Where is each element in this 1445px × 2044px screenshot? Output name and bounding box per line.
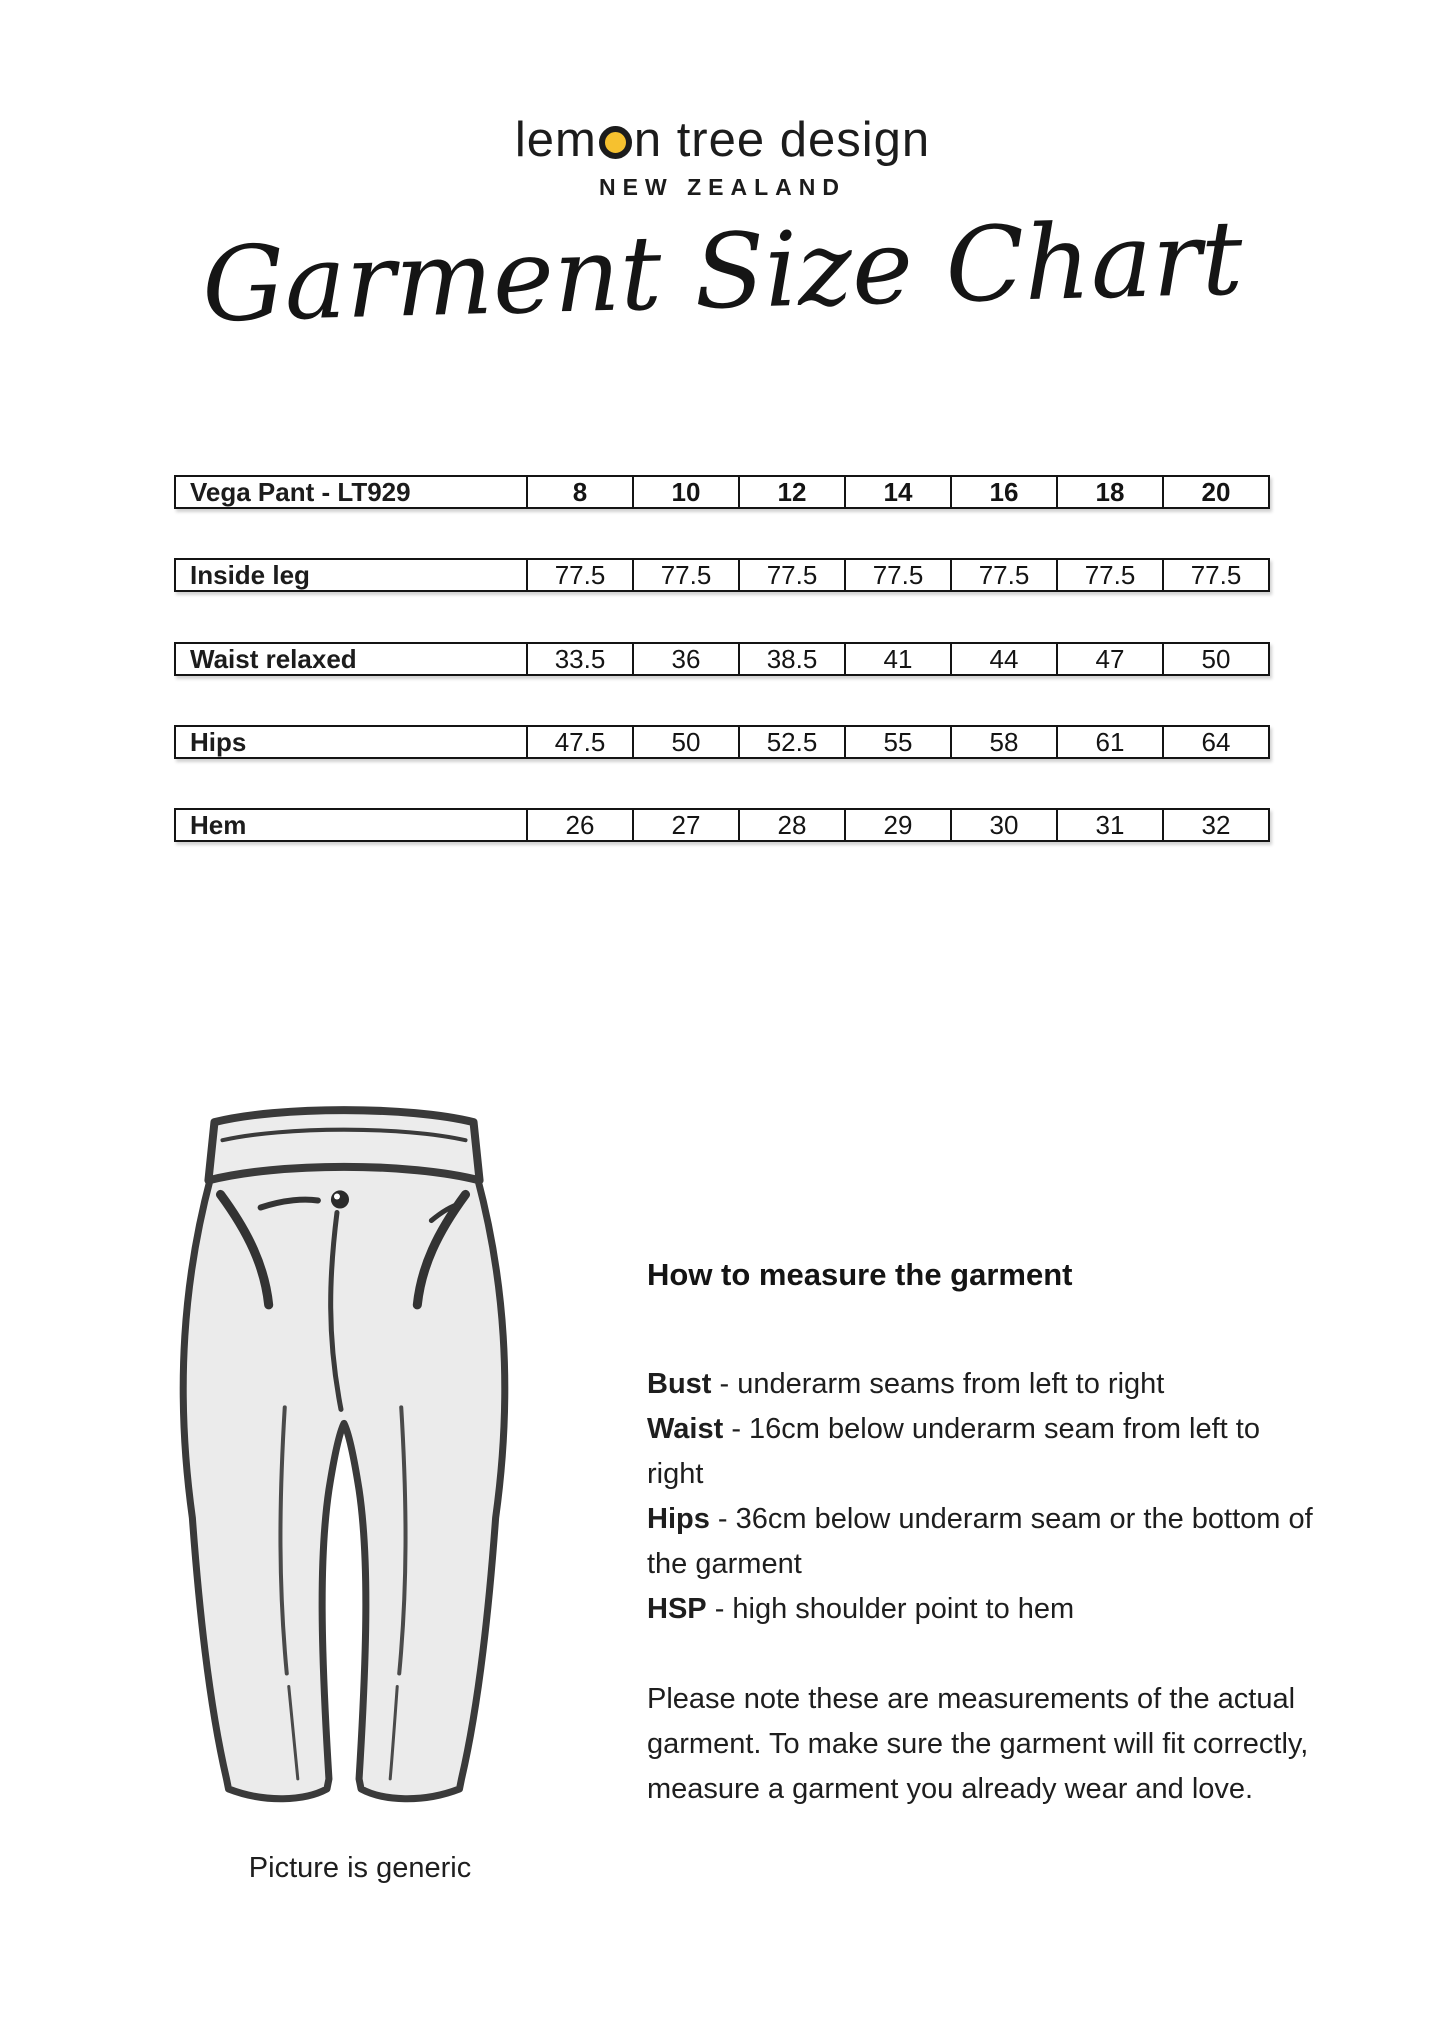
page-title: Garment Size Chart bbox=[200, 198, 1245, 346]
measurement-value: 36 bbox=[632, 644, 738, 674]
measurement-value: 33.5 bbox=[526, 644, 632, 674]
table-row bbox=[174, 808, 1270, 842]
measure-term: Hips bbox=[647, 1503, 710, 1535]
measurement-value: 44 bbox=[950, 644, 1056, 674]
table-row bbox=[174, 642, 1270, 676]
measure-term: Bust bbox=[647, 1368, 712, 1400]
measurement-value: 47 bbox=[1056, 644, 1162, 674]
measure-desc: - high shoulder point to hem bbox=[706, 1593, 1075, 1625]
measure-item bbox=[647, 1587, 1319, 1632]
product-name: Vega Pant - LT929 bbox=[190, 477, 411, 507]
measurement-value: 55 bbox=[844, 727, 950, 757]
illustration-caption: Picture is generic bbox=[248, 1852, 472, 1884]
measure-desc: - underarm seams from left to right bbox=[711, 1368, 1165, 1400]
brand-logo bbox=[0, 112, 1445, 201]
row-label: Hem bbox=[190, 810, 247, 840]
size-col-header: 8 bbox=[526, 477, 632, 507]
size-col-header: 12 bbox=[738, 477, 844, 507]
measurement-value: 26 bbox=[526, 810, 632, 840]
size-col-header: 20 bbox=[1162, 477, 1268, 507]
measurement-value: 58 bbox=[950, 727, 1056, 757]
size-col-header: 14 bbox=[844, 477, 950, 507]
measurement-value: 30 bbox=[950, 810, 1056, 840]
measurement-value: 50 bbox=[1162, 644, 1268, 674]
measurement-value: 27 bbox=[632, 810, 738, 840]
measurement-value: 61 bbox=[1056, 727, 1162, 757]
measurement-value: 41 bbox=[844, 644, 950, 674]
measurement-value: 77.5 bbox=[844, 560, 950, 590]
measure-item bbox=[647, 1497, 1319, 1587]
measure-item bbox=[647, 1407, 1319, 1497]
measurement-value: 38.5 bbox=[738, 644, 844, 674]
row-label: Waist relaxed bbox=[190, 644, 357, 674]
table-row bbox=[174, 558, 1270, 592]
brand-name bbox=[0, 112, 1445, 168]
measurement-value: 77.5 bbox=[1162, 560, 1268, 590]
measurement-value: 77.5 bbox=[1056, 560, 1162, 590]
measurement-value: 28 bbox=[738, 810, 844, 840]
how-to-heading: How to measure the garment bbox=[647, 1257, 1073, 1292]
measure-term: HSP bbox=[647, 1593, 707, 1625]
measurement-note: Please note these are measurements of the actual garment. To make sure the garment will fit correctly, measure a garment you already wear and love. bbox=[647, 1683, 1309, 1805]
how-to-measure-section bbox=[647, 1252, 1319, 1812]
measure-desc: - 36cm below underarm seam or the bottom of the garment bbox=[647, 1503, 1313, 1580]
measurement-value: 29 bbox=[844, 810, 950, 840]
measurement-value: 47.5 bbox=[526, 727, 632, 757]
measurement-value: 64 bbox=[1162, 727, 1268, 757]
brand-name-pre: lem bbox=[514, 113, 597, 167]
pants-illustration bbox=[168, 1086, 520, 1804]
row-label: Inside leg bbox=[190, 560, 310, 590]
measurement-value: 77.5 bbox=[632, 560, 738, 590]
size-col-header: 10 bbox=[632, 477, 738, 507]
measurement-value: 50 bbox=[632, 727, 738, 757]
lemon-dot-icon bbox=[599, 126, 632, 159]
table-header-row bbox=[174, 475, 1270, 509]
measurement-value: 52.5 bbox=[738, 727, 844, 757]
size-col-header: 18 bbox=[1056, 477, 1162, 507]
pants-button-icon bbox=[331, 1190, 349, 1208]
row-label: Hips bbox=[190, 727, 247, 757]
measure-item bbox=[647, 1362, 1319, 1407]
brand-country: NEW ZEALAND bbox=[599, 174, 846, 200]
measure-desc: - 16cm below underarm seam from left to right bbox=[647, 1413, 1260, 1490]
measurement-value: 77.5 bbox=[738, 560, 844, 590]
measurement-value: 32 bbox=[1162, 810, 1268, 840]
measurement-value: 31 bbox=[1056, 810, 1162, 840]
measurement-value: 77.5 bbox=[950, 560, 1056, 590]
brand-name-post: n tree design bbox=[633, 113, 931, 167]
size-col-header: 16 bbox=[950, 477, 1056, 507]
table-row bbox=[174, 725, 1270, 759]
measurement-value: 77.5 bbox=[526, 560, 632, 590]
measure-term: Waist bbox=[647, 1413, 724, 1445]
